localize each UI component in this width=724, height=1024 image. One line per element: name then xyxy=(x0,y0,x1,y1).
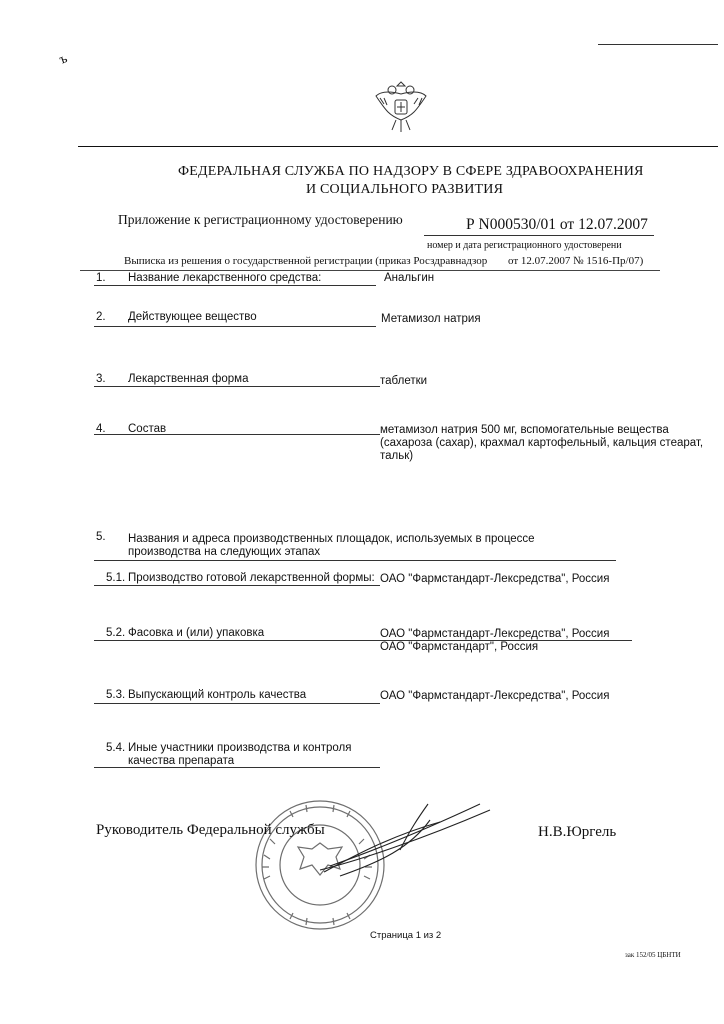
margin-mark: ъ xyxy=(57,51,70,68)
item-1-label: Название лекарственного средства: xyxy=(128,272,322,284)
item-3-number: 3. xyxy=(96,373,106,385)
item-2-number: 2. xyxy=(96,311,106,323)
sub-5-1-value: ОАО "Фармстандарт-Лексредства", Россия xyxy=(380,573,610,585)
item-4-value-line-1: метамизол натрия 500 мг, вспомогательные вещества xyxy=(380,424,669,436)
item-4-number: 4. xyxy=(96,423,106,435)
sub-5-4-underline xyxy=(94,767,380,768)
coat-of-arms-icon xyxy=(372,76,430,136)
sub-5-4-label-line-2: качества препарата xyxy=(128,755,235,767)
item-4-underline xyxy=(94,434,380,435)
section-5-underline xyxy=(94,560,616,561)
sub-5-3-number: 5.3. xyxy=(106,689,126,701)
sub-5-1-number: 5.1. xyxy=(106,572,126,584)
extract-text: Выписка из решения о государственной регистрации (приказ Росздравнадзор xyxy=(124,255,488,267)
item-2-underline xyxy=(94,326,376,327)
item-1-underline xyxy=(94,285,376,286)
handwritten-signature xyxy=(300,800,500,890)
section-5-label-line-2: производства на следующих этапах xyxy=(128,546,321,558)
registration-number: Р N000530/01 от 12.07.2007 xyxy=(466,216,648,233)
sub-5-3-value: ОАО "Фармстандарт-Лексредства", Россия xyxy=(380,690,610,702)
print-code: зак 152/05 ЦБНТИ xyxy=(625,951,681,959)
header-rule xyxy=(78,146,718,147)
order-text: от 12.07.2007 № 1516-Пр/07) xyxy=(508,255,644,267)
appendix-title: Приложение к регистрационному удостоверению xyxy=(118,212,403,227)
item-4-value-line-3: тальк) xyxy=(380,450,414,462)
page-number: Страница 1 из 2 xyxy=(370,930,442,941)
sub-5-3-label: Выпускающий контроль качества xyxy=(128,689,307,701)
sub-5-1-label: Производство готовой лекарственной формы: xyxy=(128,572,375,584)
sub-5-2-underline xyxy=(94,640,632,641)
signatory-name: Н.В.Юргель xyxy=(538,824,617,840)
sub-5-2-number: 5.2. xyxy=(106,627,126,639)
item-2-label: Действующее вещество xyxy=(128,311,257,323)
signatory-position: Руководитель Федеральной службы xyxy=(96,822,325,838)
item-3-label: Лекарственная форма xyxy=(128,373,249,385)
item-1-number: 1. xyxy=(96,272,106,284)
agency-line-2: И СОЦИАЛЬНОГО РАЗВИТИЯ xyxy=(306,182,504,197)
reg-number-underline xyxy=(424,235,654,236)
item-4-label: Состав xyxy=(128,423,167,435)
section-5-number: 5. xyxy=(96,531,106,543)
item-4-value-line-2: (сахароза (сахар), крахмал картофельный, кальция стеарат, xyxy=(380,437,704,449)
item-2-value: Метамизол натрия xyxy=(381,313,481,325)
agency-line-1: ФЕДЕРАЛЬНАЯ СЛУЖБА ПО НАДЗОРУ В СФЕРЕ ЗДРАВООХРАНЕНИЯ xyxy=(178,164,644,179)
sub-5-1-underline xyxy=(94,585,380,586)
sub-5-4-label-line-1: Иные участники производства и контроля xyxy=(128,742,352,754)
extract-underline xyxy=(80,270,660,271)
item-3-value: таблетки xyxy=(380,375,428,387)
sub-5-3-underline xyxy=(94,703,380,704)
top-right-rule xyxy=(598,44,718,45)
registration-caption: номер и дата регистрационного удостоверени xyxy=(427,240,622,251)
section-5-label-line-1: Названия и адреса производственных площадок, используемых в процессе xyxy=(128,533,535,545)
sub-5-4-number: 5.4. xyxy=(106,742,126,754)
sub-5-2-label: Фасовка и (или) упаковка xyxy=(128,627,265,639)
sub-5-2-value-1: ОАО "Фармстандарт-Лексредства", Россия xyxy=(380,628,610,640)
item-3-underline xyxy=(94,386,380,387)
sub-5-2-value-2: ОАО "Фармстандарт", Россия xyxy=(380,641,539,653)
item-1-value: Анальгин xyxy=(384,272,435,284)
